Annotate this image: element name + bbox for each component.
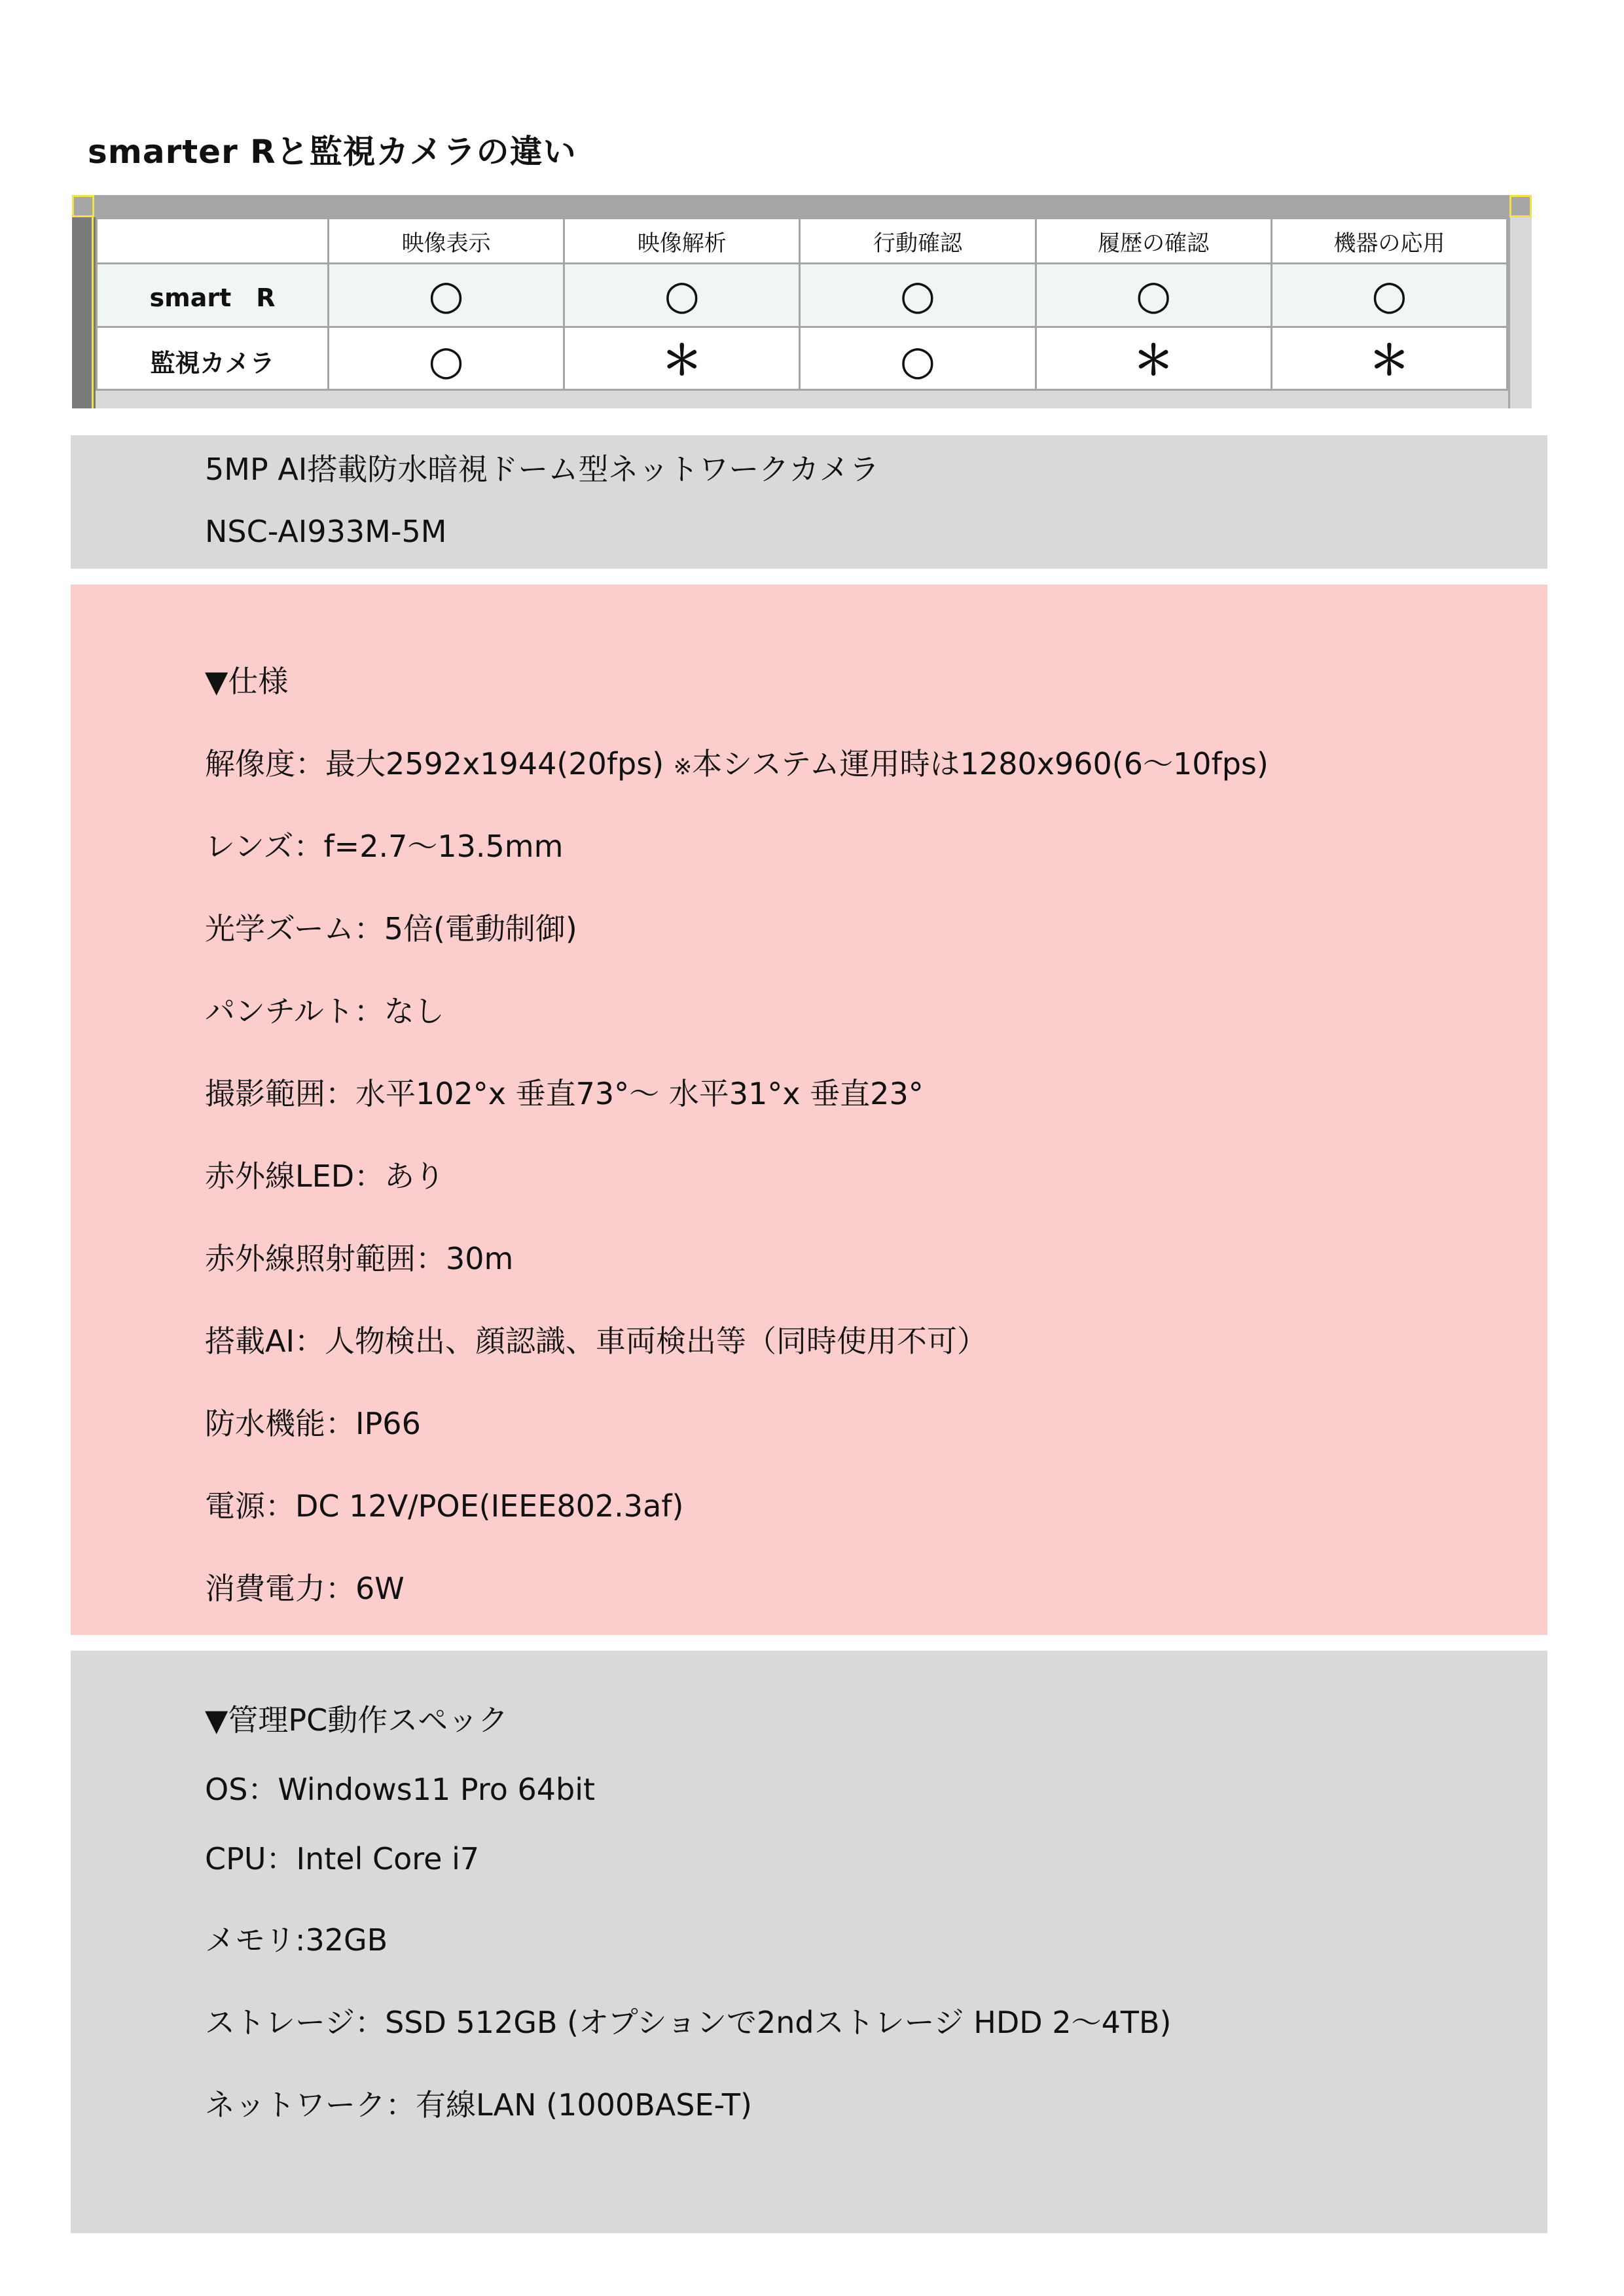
table-row	[97, 264, 1507, 327]
spec-consumption: 消費電力：6W	[205, 1571, 405, 1606]
spec-resolution-note: 本システム運用時は1280x960(6～10fps)	[692, 746, 1269, 781]
spec-zoom: 光学ズーム：5倍(電動制御)	[205, 911, 577, 946]
product-title-box	[71, 435, 1547, 569]
column-header: 映像表示	[329, 219, 564, 264]
product-model: NSC-AI933M-5M	[205, 514, 447, 549]
spec-power: 電源：DC 12V/POE(IEEE802.3af)	[205, 1488, 684, 1524]
table-cell: ○	[1271, 264, 1507, 327]
table-frame-left	[72, 217, 96, 408]
table-frame-bottom	[96, 389, 1508, 408]
pc-cpu: CPU：Intel Core i7	[205, 1841, 480, 1876]
column-header: 映像解析	[564, 219, 800, 264]
pc-spec-box	[71, 1651, 1547, 2233]
table-corner-cell	[97, 219, 329, 264]
table-cell: ○	[564, 264, 800, 327]
table-cell: ○	[1036, 264, 1271, 327]
table-cell: ○	[800, 264, 1036, 327]
table-cell: ○	[329, 327, 564, 395]
spec-ir-range: 赤外線照射範囲：30m	[205, 1241, 514, 1276]
table-cell: ＊	[1036, 327, 1271, 395]
spec-waterproof: 防水機能：IP66	[205, 1406, 421, 1441]
spec-note-mark: ※	[673, 754, 693, 780]
row-label: smart R	[97, 264, 329, 327]
row-label: 監視カメラ	[97, 327, 329, 395]
pc-network: ネットワーク：有線LAN (1000BASE-T)	[205, 2087, 752, 2123]
spec-title: ▼仕様	[205, 664, 289, 699]
table-cell: ＊	[564, 327, 800, 395]
pc-storage: ストレージ：SSD 512GB (オプションで2ndストレージ HDD 2～4TB)	[205, 2005, 1172, 2040]
page-heading: smarter Rと監視カメラの違い	[88, 133, 577, 171]
spec-ai: 搭載AI：人物検出、顔認識、車両検出等（同時使用不可）	[205, 1323, 988, 1359]
spec-ir-led: 赤外線LED：あり	[205, 1158, 445, 1194]
table-cell: ○	[329, 264, 564, 327]
comparison-table-block	[72, 195, 1532, 408]
spec-box	[71, 584, 1547, 1635]
column-header: 履歴の確認	[1036, 219, 1271, 264]
spec-resolution	[205, 740, 1269, 783]
pc-memory: メモリ:32GB	[205, 1922, 388, 1958]
spec-resolution-main: 解像度：最大2592x1944(20fps)	[205, 746, 674, 781]
column-header: 機器の応用	[1271, 219, 1507, 264]
spec-pantilt: パンチルト：なし	[205, 994, 444, 1029]
comparison-table	[96, 217, 1508, 395]
pc-os: OS：Windows11 Pro 64bit	[205, 1772, 596, 1807]
table-cell: ○	[800, 327, 1036, 395]
table-frame-top	[72, 195, 1532, 217]
frame-corner-right	[1509, 195, 1532, 217]
spec-lens: レンズ：f=2.7～13.5mm	[205, 829, 564, 864]
pc-title: ▼管理PC動作スペック	[205, 1702, 509, 1738]
column-header: 行動確認	[800, 219, 1036, 264]
table-frame-right	[1508, 217, 1532, 408]
frame-corner-left	[72, 195, 94, 217]
table-cell: ＊	[1271, 327, 1507, 395]
table-header-row	[97, 219, 1507, 264]
spec-range: 撮影範囲：水平102°x 垂直73°～ 水平31°x 垂直23°	[205, 1076, 924, 1111]
table-row	[97, 327, 1507, 395]
product-name: 5MP AI搭載防水暗視ドーム型ネットワークカメラ	[205, 452, 880, 487]
frame-guide-line	[92, 217, 94, 408]
